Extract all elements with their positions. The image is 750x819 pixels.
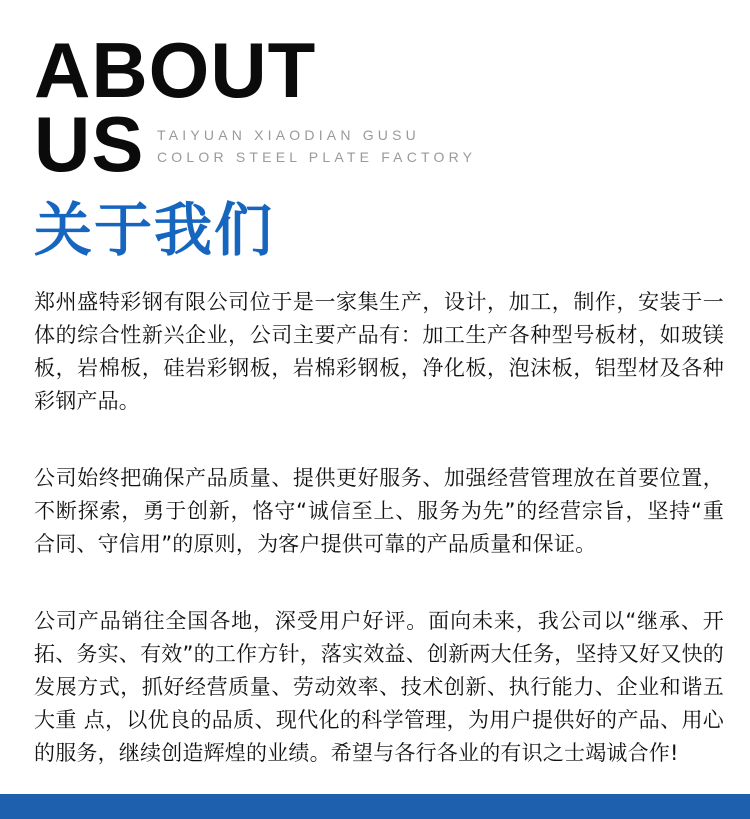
market-paragraph: 公司产品销往全国各地，深受用户好评。面向未来，我公司以“继承、开拓、务实、有效”的工作方针，落实效益、创新两大任务，坚持又好又快的发展方式，抓好经营质量、劳动效率、技术创新、执行能力、企业和谐五大重 点，以优良的品质、现代化的科学管理，为用户提供好的产品、用心的服务，继续创造辉煌的业绩。希望与各行各业的有识之士竭诚合作! (34, 609, 724, 765)
about-content (34, 286, 724, 814)
chinese-title: 关于我们 (34, 196, 275, 264)
tagline-line-2: COLOR STEEL PLATE FACTORY (157, 149, 477, 165)
company-tagline (157, 124, 476, 168)
philosophy-paragraph: 公司始终把确保产品质量、提供更好服务、加强经营管理放在首要位置，不断探索，勇于创新，恪守“诚信至上、服务为先”的经营宗旨，坚持“重合同、守信用”的原则，为客户提供可靠的产品质量和保证。 (34, 466, 724, 556)
about-title: ABOUT (34, 26, 317, 114)
intro-paragraph: 郑州盛特彩钢有限公司位于是一家集生产，设计，加工，制作，安装于一体的综合性新兴企业，公司主要产品有：加工生产各种型号板材，如玻镁板，岩棉板，硅岩彩钢板，岩棉彩钢板，净化板，泡沫板，铝型材及各种彩钢产品。 (34, 290, 724, 413)
tagline-line-1: TAIYUAN XIAODIAN GUSU (157, 127, 420, 143)
us-title: US (34, 100, 145, 188)
bottom-bar (0, 794, 750, 819)
